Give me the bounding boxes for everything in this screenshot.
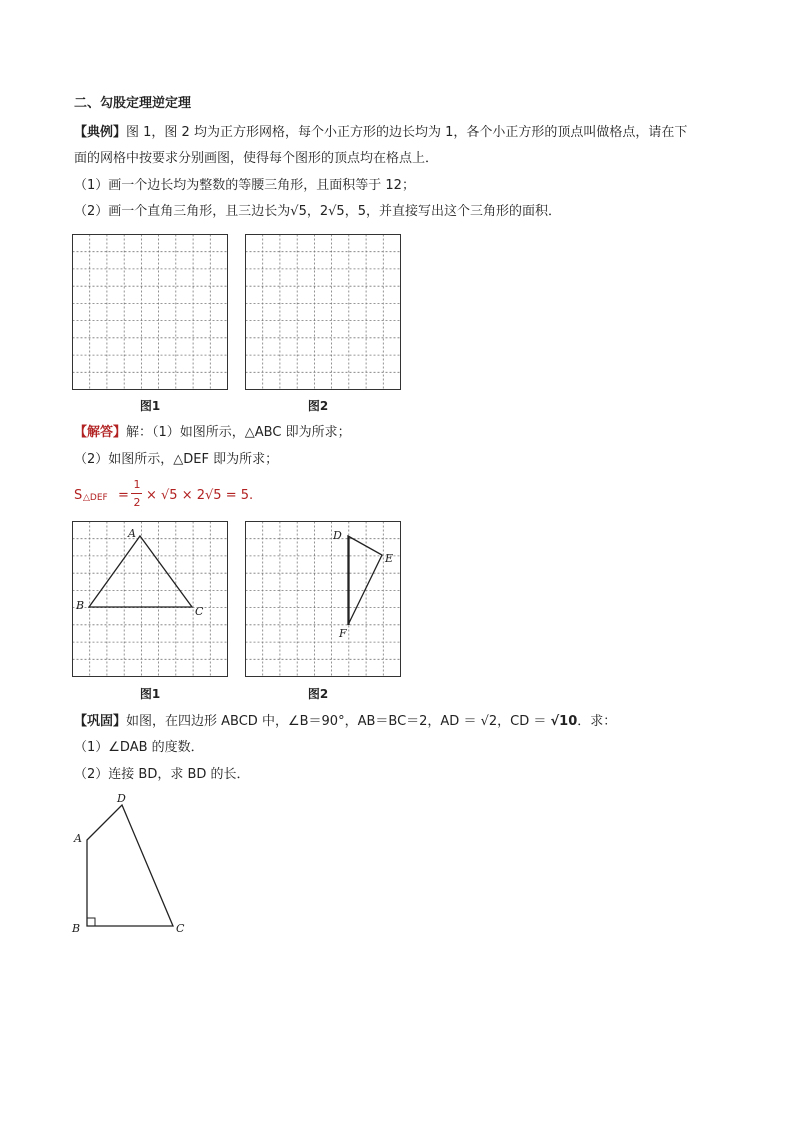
grid-border: [246, 522, 401, 677]
caption-fig2: 图2: [307, 399, 329, 413]
consolidate-post: ．求：: [577, 714, 617, 729]
q2-post: ，5，并直接写出这个三角形的面积．: [344, 204, 561, 219]
label-f: F: [339, 627, 347, 640]
example-tag: 【典例】: [74, 125, 127, 140]
answer-tag: 【解答】: [74, 425, 127, 440]
quadrilateral-abcd: [87, 805, 173, 926]
frac-num: 1: [133, 478, 141, 491]
frac-den: 2: [133, 496, 141, 509]
grid-fig1-abc: [72, 521, 228, 677]
formula-eq: =: [118, 488, 129, 503]
consolidate-line: [74, 713, 616, 731]
consolidate-q2: （2）连接 BD，求 BD 的长．: [74, 767, 250, 782]
answer-line1: [74, 424, 351, 442]
consolidate-tag: 【巩固】: [74, 714, 127, 729]
quad-label-b: B: [72, 922, 81, 935]
consolidate-cd: √10: [550, 714, 578, 729]
grid-border: [73, 522, 228, 677]
triangle-def: [348, 536, 382, 625]
answer-text1: 解：（1）如图所示，△ABC 即为所求；: [126, 425, 351, 440]
consolidate-pre: 如图，在四边形 ABCD 中，∠B＝90°，AB＝BC＝2，AD ＝: [126, 714, 481, 729]
example-text1: 图 1，图 2 均为正方形网格，每个小正方形的边长均为 1，各个小正方形的顶点叫做格点，请在下: [126, 125, 688, 140]
grid-fig2-def: [245, 521, 401, 677]
label-e: E: [385, 552, 394, 565]
formula-rest: × √5 × 2√5 = 5.: [146, 488, 254, 503]
formula-lhs: S: [74, 488, 83, 503]
label-d: D: [333, 529, 342, 542]
triangle-abc: [89, 536, 192, 607]
section-title: 二、勾股定理逆定理: [74, 96, 192, 111]
quad-label-a: A: [74, 832, 82, 845]
grid-fig1-empty: [72, 234, 228, 390]
answer-line2: （2）如图所示，△DEF 即为所求；: [74, 452, 279, 467]
consolidate-ad: √2: [480, 714, 498, 729]
grid-border: [246, 235, 401, 390]
example-q2: [74, 203, 561, 221]
label-c: C: [195, 605, 204, 618]
consolidate-mid: ，CD ＝: [497, 714, 551, 729]
q2-sep: ，2: [306, 204, 329, 219]
quad-label-d: D: [117, 792, 126, 805]
consolidate-q1: （1）∠DAB 的度数．: [74, 740, 204, 755]
q2-pre: （2）画一个直角三角形，且三边长为: [74, 204, 291, 219]
example-line2: 面的网格中按要求分别画图，使得每个图形的顶点均在格点上．: [74, 151, 439, 166]
grid-fig2-empty: [245, 234, 401, 390]
caption-fig1: 图1: [139, 399, 161, 413]
right-angle-mark: [87, 918, 95, 926]
grid-border: [73, 235, 228, 390]
quadrilateral-figure: [60, 785, 210, 945]
formula-sub: △DEF: [83, 493, 108, 503]
label-b: B: [76, 599, 85, 612]
grid-lines: [73, 235, 228, 390]
frac-bar: [131, 493, 142, 494]
quad-label-c: C: [176, 922, 185, 935]
example-line1: [74, 124, 687, 142]
caption-fig1-answer: 图1: [139, 687, 161, 701]
q2-root1: √5: [290, 204, 307, 219]
q2-root2: √5: [328, 204, 345, 219]
grid-lines: [246, 235, 401, 390]
caption-fig2-answer: 图2: [307, 687, 329, 701]
example-q1: （1）画一个边长均为整数的等腰三角形，且面积等于 12；: [74, 178, 415, 193]
label-a: A: [128, 527, 136, 540]
grid-lines: [246, 522, 401, 677]
grid-lines: [73, 522, 228, 677]
